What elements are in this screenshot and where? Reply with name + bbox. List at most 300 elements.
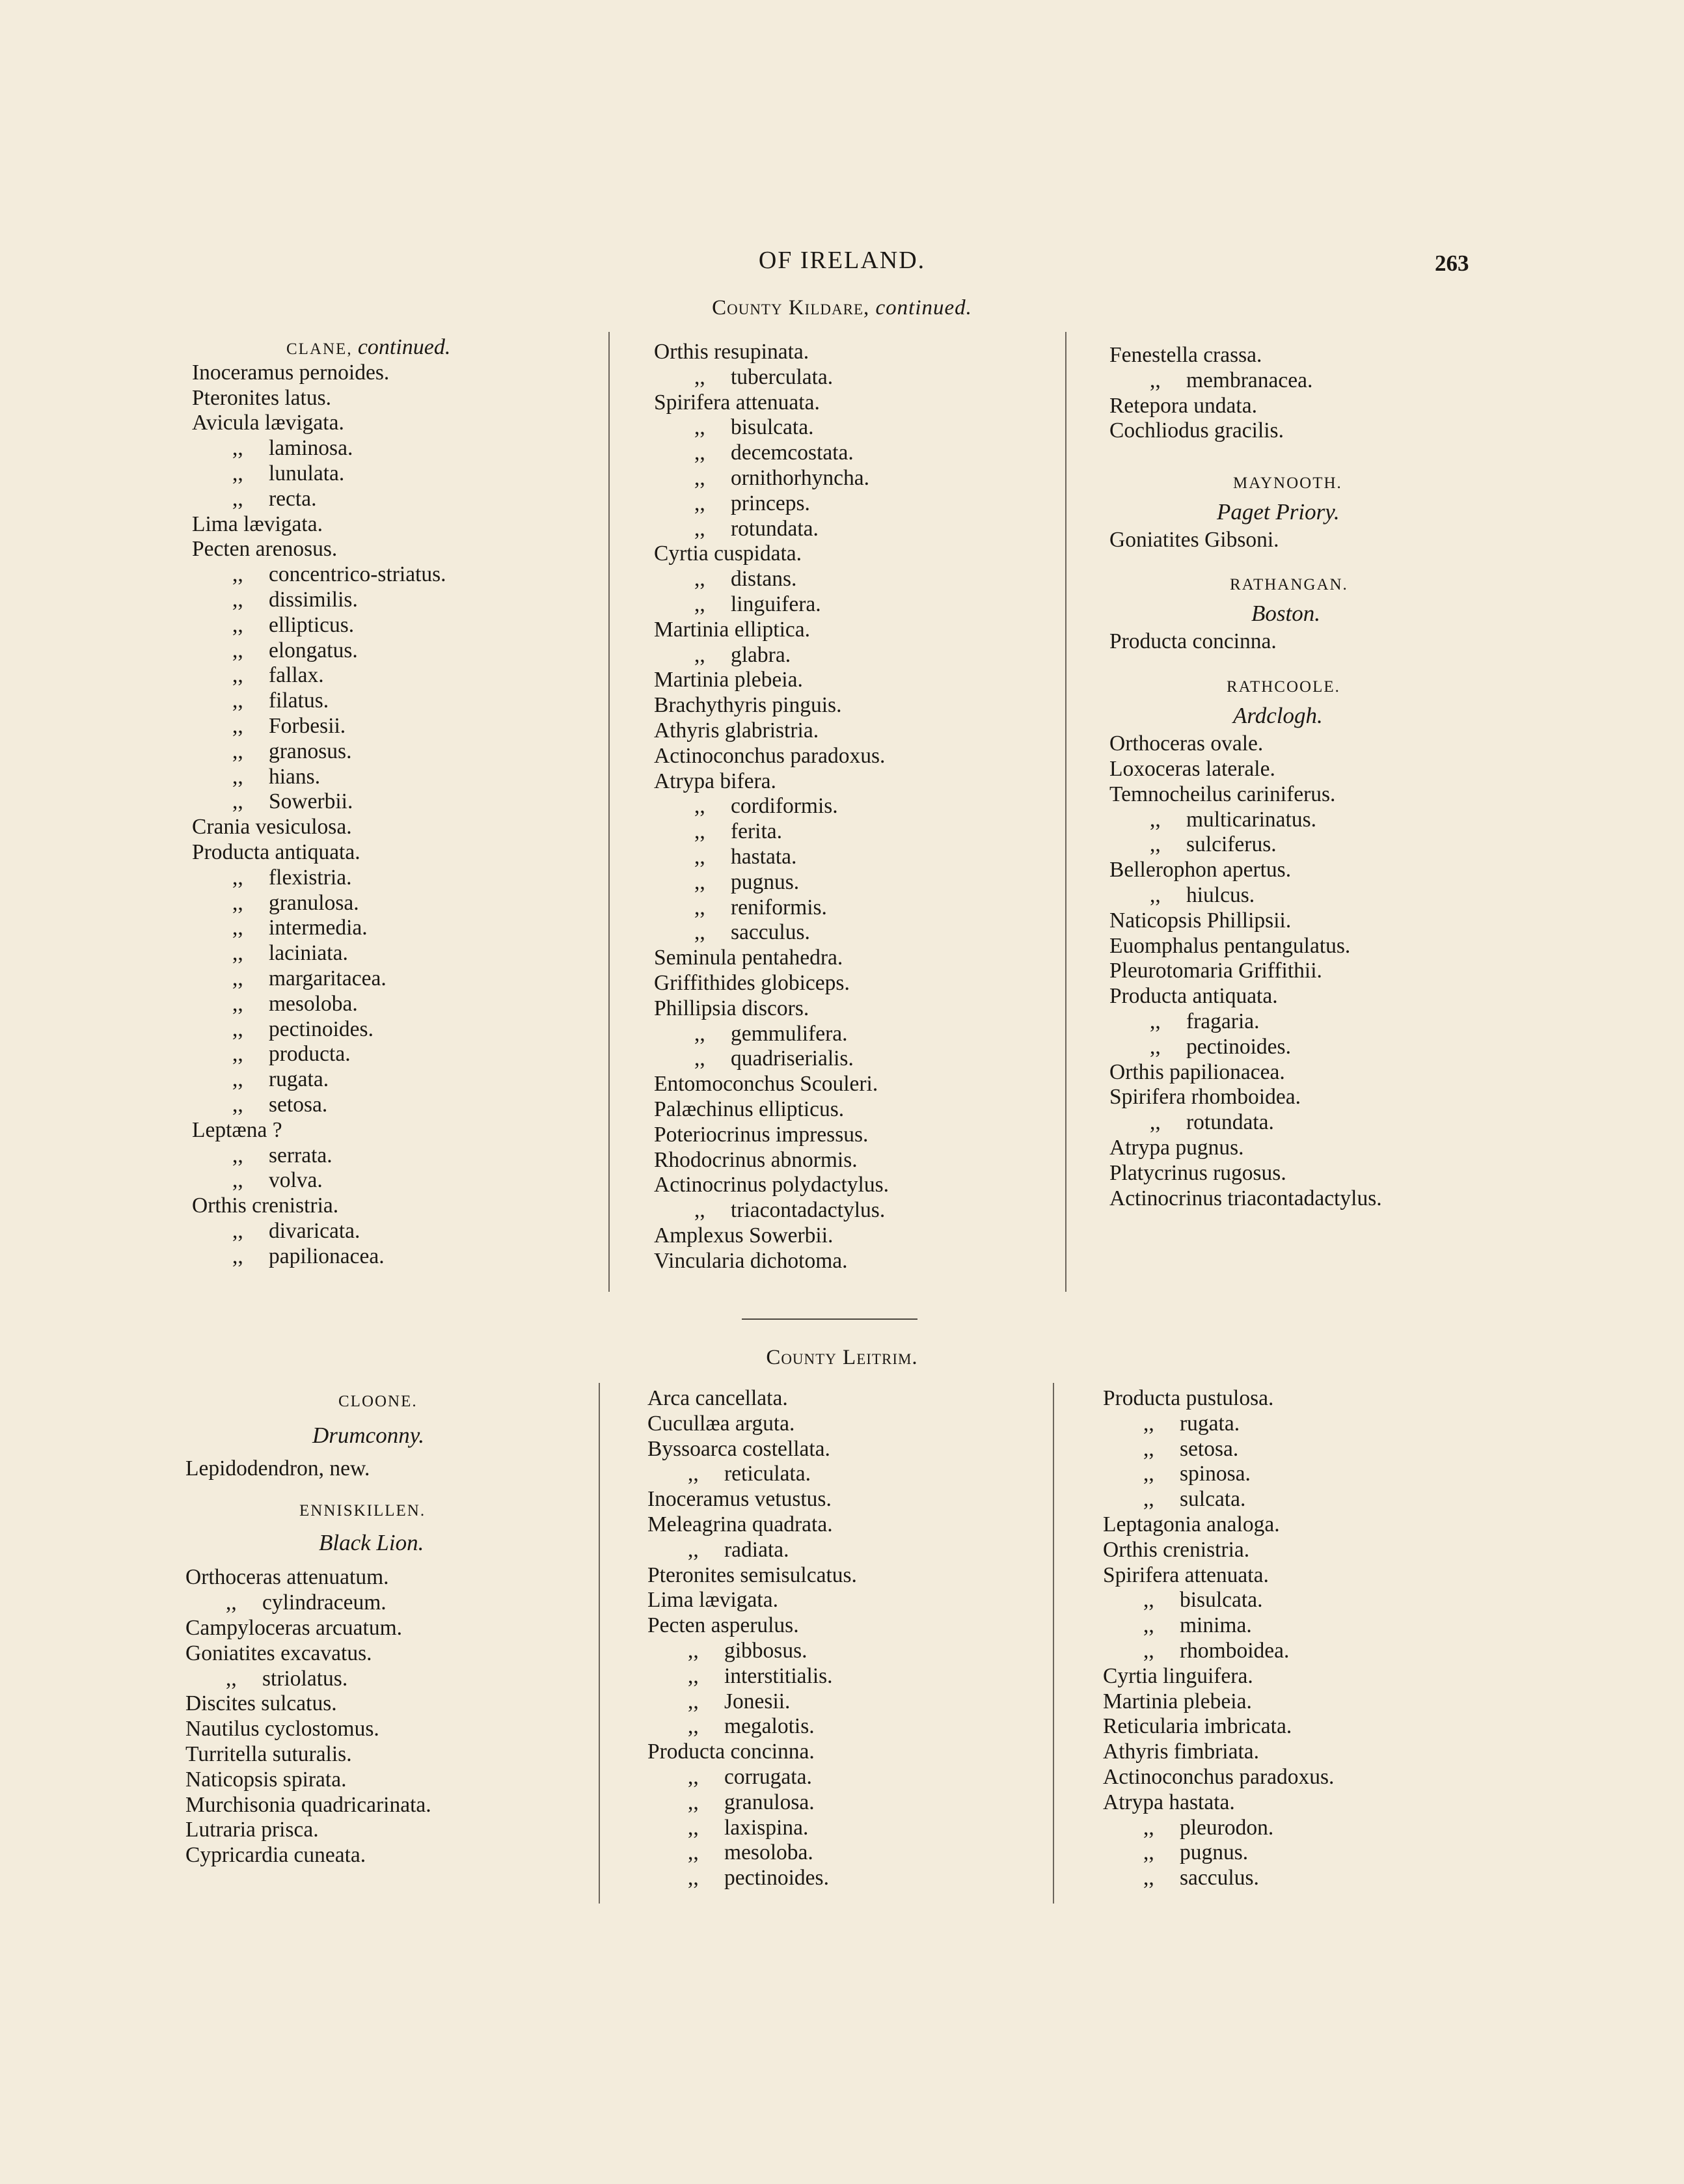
species-name: Arca cancellata.	[647, 1386, 788, 1410]
species-name: Cyrtia cuspidata.	[654, 541, 802, 566]
species-name: divaricata.	[269, 1218, 360, 1243]
ditto-mark: ,,	[1150, 1009, 1161, 1033]
species-name: Orthis papilionacea.	[1109, 1059, 1285, 1084]
species-name: Athyris glabristria.	[654, 718, 819, 743]
species-entry	[1109, 1136, 1500, 1161]
species-list	[1109, 343, 1500, 444]
species-entry	[647, 1714, 1051, 1740]
species-entry	[654, 794, 1057, 819]
species-entry	[1109, 1110, 1500, 1136]
ditto-mark: ,,	[694, 465, 705, 490]
species-entry	[1103, 1613, 1506, 1639]
species-name: intermedia.	[269, 916, 368, 940]
species-entry	[192, 436, 608, 461]
species-entry	[192, 739, 608, 765]
ditto-mark: ,,	[694, 794, 705, 819]
species-entry	[192, 461, 608, 487]
species-name: granosus.	[269, 739, 352, 763]
ditto-mark: ,,	[226, 1590, 237, 1615]
species-name: Athyris fimbriata.	[1103, 1740, 1260, 1764]
species-entry	[654, 491, 1057, 517]
ditto-mark: ,,	[232, 638, 243, 662]
species-list	[1103, 1386, 1506, 1891]
section-divider	[742, 1318, 917, 1320]
species-name: sulcata.	[1180, 1487, 1246, 1512]
species-entry	[647, 1563, 1051, 1589]
column-rule	[599, 1383, 600, 1904]
species-entry	[1103, 1538, 1506, 1563]
ditto-mark: ,,	[688, 1663, 699, 1688]
species-entry	[1109, 757, 1500, 782]
ditto-mark: ,,	[1143, 1487, 1154, 1512]
species-name: Poteriocrinus impressus.	[654, 1122, 869, 1147]
species-name: pectinoides.	[1186, 1034, 1291, 1059]
species-name: Goniatites Gibsoni.	[1109, 527, 1279, 552]
ditto-mark: ,,	[1143, 1436, 1154, 1461]
species-entry	[192, 411, 608, 436]
species-name: Palæchinus ellipticus.	[654, 1097, 845, 1121]
species-name: Leptagonia analoga.	[1103, 1512, 1280, 1536]
species-name: rugata.	[1180, 1411, 1240, 1436]
species-name: triacontadactylus.	[731, 1198, 886, 1223]
species-list	[185, 1565, 595, 1868]
species-name: cylindraceum.	[262, 1590, 387, 1615]
species-entry	[654, 870, 1057, 895]
species-entry	[1103, 1512, 1506, 1538]
species-entry	[192, 1244, 608, 1270]
species-entry	[654, 643, 1057, 668]
county-leitrim-name: County Leitrim.	[766, 1346, 918, 1369]
species-name: glabra.	[731, 642, 791, 667]
species-name: Pleurotomaria Griffithii.	[1109, 959, 1322, 983]
ditto-mark: ,,	[1150, 832, 1161, 857]
species-entry	[1109, 368, 1500, 394]
species-name: laxispina.	[724, 1815, 809, 1840]
species-entry	[1103, 1588, 1506, 1613]
place-drumconny: Drumconny.	[312, 1422, 425, 1448]
species-entry	[1109, 528, 1500, 553]
ditto-mark: ,,	[688, 1815, 699, 1840]
ditto-mark: ,,	[688, 1714, 699, 1739]
species-entry	[1103, 1462, 1506, 1487]
species-entry	[1103, 1866, 1506, 1891]
ditto-mark: ,,	[688, 1638, 699, 1663]
species-entry	[1103, 1714, 1506, 1740]
ditto-mark: ,,	[688, 1840, 699, 1865]
species-entry	[1103, 1790, 1506, 1816]
species-entry	[185, 1768, 595, 1793]
species-entry	[654, 845, 1057, 870]
species-entry	[1109, 858, 1500, 883]
species-name: reniformis.	[731, 895, 827, 920]
species-name: Cypricardia cuneata.	[185, 1843, 366, 1868]
species-name: Lima lævigata.	[192, 512, 323, 536]
ditto-mark: ,,	[1143, 1411, 1154, 1436]
species-entry	[654, 1123, 1057, 1148]
species-name: Producta concinna.	[1109, 629, 1277, 653]
kildare-column-3	[1109, 343, 1500, 1211]
species-name: flexistria.	[269, 865, 352, 890]
species-name: Amplexus Sowerbii.	[654, 1223, 834, 1248]
species-entry	[654, 946, 1057, 971]
species-entry	[647, 1412, 1051, 1437]
species-entry	[185, 1691, 595, 1717]
species-entry	[1109, 984, 1500, 1009]
species-entry	[192, 386, 608, 411]
species-entry	[1103, 1487, 1506, 1512]
species-name: Pteronites semisulcatus.	[647, 1563, 857, 1587]
ditto-mark: ,,	[1143, 1613, 1154, 1638]
ditto-mark: ,,	[694, 920, 705, 945]
species-name: Goniatites excavatus.	[185, 1641, 372, 1665]
species-entry	[654, 693, 1057, 718]
species-entry	[654, 1198, 1057, 1223]
species-entry	[192, 562, 608, 588]
ditto-mark: ,,	[232, 461, 243, 485]
species-name: Leptæna ?	[192, 1117, 282, 1142]
species-name: Murchisonia quadricarinata.	[185, 1792, 431, 1817]
species-entry	[192, 537, 608, 562]
species-name: radiata.	[724, 1537, 789, 1562]
species-entry	[654, 592, 1057, 618]
ditto-mark: ,,	[694, 1021, 705, 1046]
ditto-mark: ,,	[694, 516, 705, 541]
species-name: striolatus.	[262, 1666, 348, 1691]
species-entry	[192, 891, 608, 916]
species-name: Cucullæa arguta.	[647, 1411, 795, 1436]
species-entry	[1109, 343, 1500, 368]
species-entry	[192, 588, 608, 613]
species-name: fragaria.	[1186, 1009, 1260, 1033]
page-number: 263	[1435, 251, 1469, 276]
species-name: margaritacea.	[269, 966, 387, 990]
running-head: OF IRELAND.	[758, 247, 926, 274]
species-entry	[654, 769, 1057, 795]
species-name: rugata.	[269, 1067, 329, 1092]
ditto-mark: ,,	[694, 819, 705, 844]
county-kildare-continued: continued.	[875, 296, 972, 320]
species-entry	[192, 361, 608, 386]
leitrim-column-3	[1103, 1386, 1506, 1891]
species-entry	[1109, 959, 1500, 984]
species-name: rhomboidea.	[1180, 1638, 1290, 1663]
species-entry	[192, 1093, 608, 1118]
species-name: ellipticus.	[269, 612, 355, 637]
species-list	[1109, 528, 1500, 553]
ditto-mark: ,,	[232, 1218, 243, 1243]
species-name: Jonesii.	[724, 1689, 791, 1713]
species-entry	[647, 1512, 1051, 1538]
species-entry	[185, 1590, 595, 1616]
species-name: Byssoarca costellata.	[647, 1436, 830, 1461]
species-entry	[1109, 808, 1500, 833]
ditto-mark: ,,	[688, 1790, 699, 1814]
species-name: Pecten asperulus.	[647, 1613, 799, 1638]
species-entry	[1103, 1689, 1506, 1715]
species-name: Naticopsis Phillipsii.	[1109, 908, 1292, 933]
ditto-mark: ,,	[694, 415, 705, 440]
species-entry	[192, 1168, 608, 1194]
ditto-mark: ,,	[1150, 368, 1161, 392]
species-entry	[185, 1456, 595, 1482]
species-name: Meleagrina quadrata.	[647, 1512, 833, 1536]
locality-clane	[192, 335, 608, 361]
species-entry	[192, 1017, 608, 1043]
species-name: Atrypa hastata.	[1103, 1790, 1235, 1814]
species-entry	[192, 815, 608, 840]
species-name: Martinia plebeia.	[654, 668, 803, 692]
species-entry	[654, 365, 1057, 390]
leitrim-column-1	[185, 1389, 595, 1868]
species-entry	[185, 1717, 595, 1742]
species-name: Pecten arenosus.	[192, 537, 338, 562]
ditto-mark: ,,	[688, 1462, 699, 1486]
ditto-mark: ,,	[232, 789, 243, 814]
ditto-mark: ,,	[232, 587, 243, 612]
species-entry	[192, 916, 608, 941]
ditto-mark: ,,	[694, 895, 705, 920]
species-entry	[647, 1816, 1051, 1841]
species-entry	[1109, 782, 1500, 808]
ditto-mark: ,,	[232, 663, 243, 688]
species-name: granulosa.	[269, 890, 359, 915]
species-entry	[192, 1042, 608, 1067]
species-name: Platycrinus rugosus.	[1109, 1160, 1286, 1185]
species-name: pugnus.	[1180, 1840, 1249, 1865]
ditto-mark: ,,	[694, 364, 705, 389]
species-name: Entomoconchus Scouleri.	[654, 1072, 878, 1097]
species-name: dissimilis.	[269, 587, 358, 612]
species-name: filatus.	[269, 689, 329, 713]
species-name: concentrico-striatus.	[269, 562, 446, 587]
ditto-mark: ,,	[226, 1666, 237, 1691]
ditto-mark: ,,	[1150, 1110, 1161, 1135]
species-name: gemmulifera.	[731, 1021, 848, 1046]
species-name: decemcostata.	[731, 441, 854, 465]
species-name: hians.	[269, 764, 321, 789]
species-name: princeps.	[731, 491, 810, 515]
species-entry	[192, 1118, 608, 1143]
species-entry	[654, 819, 1057, 845]
species-name: Naticopsis spirata.	[185, 1767, 347, 1792]
species-list	[654, 340, 1057, 1274]
species-entry	[185, 1843, 595, 1868]
species-entry	[647, 1664, 1051, 1689]
ditto-mark: ,,	[232, 486, 243, 511]
species-name: distans.	[731, 567, 797, 592]
ditto-mark: ,,	[232, 941, 243, 966]
species-name: Crania vesiculosa.	[192, 815, 352, 839]
species-entry	[192, 966, 608, 992]
species-entry	[654, 567, 1057, 592]
ditto-mark: ,,	[694, 1198, 705, 1223]
species-entry	[1109, 908, 1500, 934]
species-entry	[192, 765, 608, 790]
ditto-mark: ,,	[232, 1168, 243, 1193]
species-entry	[192, 941, 608, 966]
species-name: setosa.	[269, 1092, 328, 1117]
species-name: Martinia elliptica.	[654, 617, 810, 642]
species-name: Atrypa bifera.	[654, 769, 776, 793]
species-entry	[1103, 1563, 1506, 1589]
species-name: Spirifera attenuata.	[654, 390, 820, 415]
species-name: granulosa.	[724, 1790, 815, 1814]
species-name: megalotis.	[724, 1714, 815, 1739]
ditto-mark: ,,	[694, 592, 705, 616]
species-name: Discites sulcatus.	[185, 1691, 337, 1716]
county-leitrim-heading	[0, 1346, 1684, 1370]
species-entry	[1109, 1009, 1500, 1035]
place-black-lion: Black Lion.	[319, 1530, 424, 1556]
species-name: ferita.	[731, 819, 783, 844]
species-name: pectinoides.	[724, 1866, 829, 1891]
ditto-mark: ,,	[232, 890, 243, 915]
species-name: Producta concinna.	[647, 1740, 815, 1764]
species-entry	[654, 390, 1057, 416]
species-entry	[1103, 1765, 1506, 1790]
ditto-mark: ,,	[694, 441, 705, 465]
species-name: sulciferus.	[1186, 832, 1277, 857]
species-name: rotundata.	[731, 516, 819, 541]
species-entry	[654, 517, 1057, 542]
ditto-mark: ,,	[232, 991, 243, 1016]
species-entry	[192, 789, 608, 815]
species-entry	[654, 1148, 1057, 1173]
species-name: laminosa.	[269, 436, 353, 461]
species-name: corrugata.	[724, 1764, 812, 1789]
species-entry	[1103, 1437, 1506, 1462]
species-entry	[647, 1639, 1051, 1664]
species-entry	[192, 613, 608, 638]
species-name: pugnus.	[731, 869, 800, 894]
species-name: Orthis crenistria.	[1103, 1537, 1250, 1562]
ditto-mark: ,,	[232, 966, 243, 990]
ditto-mark: ,,	[232, 1017, 243, 1041]
species-entry	[647, 1437, 1051, 1462]
ditto-mark: ,,	[1143, 1815, 1154, 1840]
species-name: Griffithides globiceps.	[654, 970, 850, 995]
species-name: Producta antiquata.	[1109, 984, 1278, 1009]
species-name: Atrypa pugnus.	[1109, 1135, 1244, 1160]
species-name: reticulata.	[724, 1462, 811, 1486]
species-name: Martinia plebeia.	[1103, 1689, 1252, 1713]
locality-enniskillen: ENNISKILLEN.	[299, 1501, 426, 1520]
species-name: multicarinatus.	[1186, 807, 1317, 832]
locality-rathangan: RATHANGAN.	[1230, 575, 1348, 594]
species-entry	[654, 541, 1057, 567]
species-entry	[1103, 1386, 1506, 1412]
species-entry	[1109, 731, 1500, 757]
ditto-mark: ,,	[1150, 1034, 1161, 1059]
species-name: membranacea.	[1186, 368, 1313, 392]
ditto-mark: ,,	[232, 612, 243, 637]
species-entry	[1103, 1840, 1506, 1866]
ditto-mark: ,,	[1143, 1588, 1154, 1613]
species-name: Producta pustulosa.	[1103, 1386, 1274, 1410]
species-name: Forbesii.	[269, 713, 346, 738]
locality-cloone: CLOONE.	[338, 1393, 418, 1410]
species-entry	[654, 340, 1057, 365]
ditto-mark: ,,	[688, 1764, 699, 1789]
species-entry	[654, 718, 1057, 744]
ditto-mark: ,,	[232, 916, 243, 940]
species-entry	[185, 1616, 595, 1641]
ditto-mark: ,,	[232, 689, 243, 713]
species-entry	[654, 466, 1057, 491]
species-name: volva.	[269, 1168, 323, 1193]
locality-name: CLANE,	[286, 340, 353, 358]
place-ardclogh: Ardclogh.	[1233, 703, 1323, 729]
species-entry	[654, 1097, 1057, 1123]
species-entry	[192, 1219, 608, 1244]
species-entry	[1109, 1035, 1500, 1060]
ditto-mark: ,,	[232, 739, 243, 763]
species-entry	[647, 1689, 1051, 1715]
ditto-mark: ,,	[694, 844, 705, 869]
ditto-mark: ,,	[232, 1244, 243, 1268]
species-list	[1109, 629, 1500, 655]
species-list	[1109, 731, 1500, 1211]
species-entry	[192, 1143, 608, 1169]
species-entry	[192, 840, 608, 866]
species-entry	[654, 971, 1057, 996]
ditto-mark: ,,	[694, 869, 705, 894]
species-name: Turritella suturalis.	[185, 1741, 352, 1766]
species-name: linguifera.	[731, 592, 821, 616]
species-entry	[654, 668, 1057, 693]
species-entry	[185, 1818, 595, 1843]
species-name: Cyrtia linguifera.	[1103, 1663, 1253, 1688]
species-entry	[647, 1487, 1051, 1512]
place-boston: Boston.	[1251, 600, 1320, 626]
species-entry	[1103, 1816, 1506, 1841]
species-entry	[1103, 1639, 1506, 1664]
species-entry	[185, 1742, 595, 1768]
species-name: Fenestella crassa.	[1109, 343, 1262, 367]
species-name: Lutraria prisca.	[185, 1818, 319, 1842]
species-name: Lima lævigata.	[647, 1588, 778, 1613]
ditto-mark: ,,	[694, 567, 705, 592]
species-entry	[647, 1840, 1051, 1866]
species-name: Campyloceras arcuatum.	[185, 1615, 403, 1640]
ditto-mark: ,,	[232, 1042, 243, 1067]
ditto-mark: ,,	[1143, 1840, 1154, 1865]
species-entry	[654, 1223, 1057, 1249]
species-entry	[647, 1386, 1051, 1412]
species-name: Orthis resupinata.	[654, 340, 809, 364]
species-name: Rhodocrinus abnormis.	[654, 1147, 858, 1172]
ditto-mark: ,,	[1143, 1866, 1154, 1891]
species-entry	[192, 714, 608, 739]
species-entry	[647, 1765, 1051, 1790]
species-list	[192, 361, 608, 1270]
species-entry	[192, 866, 608, 891]
species-name: Inoceramus pernoides.	[192, 360, 390, 385]
species-name: Orthoceras attenuatum.	[185, 1565, 389, 1590]
species-name: Cochliodus gracilis.	[1109, 418, 1284, 443]
species-name: Orthis crenistria.	[192, 1194, 339, 1218]
species-entry	[654, 744, 1057, 769]
species-entry	[647, 1462, 1051, 1487]
species-name: fallax.	[269, 663, 324, 688]
ditto-mark: ,,	[232, 436, 243, 461]
species-name: Phillipsia discors.	[654, 996, 809, 1020]
species-entry	[654, 996, 1057, 1022]
species-name: interstitialis.	[724, 1663, 833, 1688]
species-entry	[192, 1194, 608, 1219]
species-name: papilionacea.	[269, 1244, 385, 1268]
species-name: cordiformis.	[731, 794, 838, 819]
